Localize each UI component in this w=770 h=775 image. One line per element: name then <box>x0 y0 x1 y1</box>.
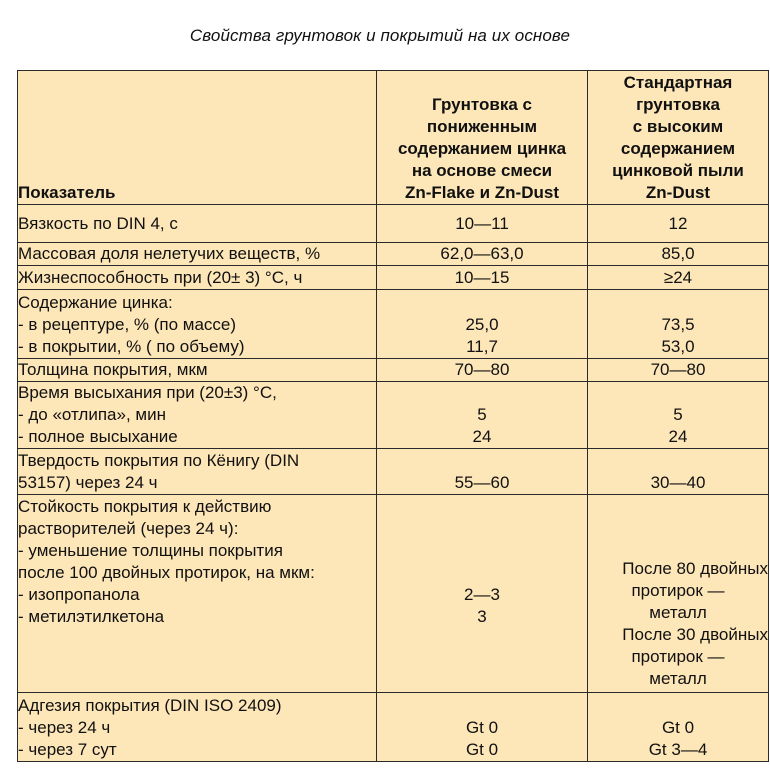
table-row <box>18 495 769 693</box>
label-line: Вязкость по DIN 4, с <box>18 213 178 233</box>
label-line: Стойкость покрытия к действию <box>18 497 272 516</box>
label-line: Содержание цинка: <box>18 293 173 312</box>
value-standard <box>588 359 769 382</box>
table-row <box>18 693 769 762</box>
header-line: с высоким <box>632 117 724 136</box>
value-line: 12 <box>668 213 688 233</box>
value-line: протирок — <box>631 647 725 666</box>
value-line: 24 <box>472 427 492 446</box>
value-low-zinc <box>377 495 588 693</box>
value-line: 73,5 <box>661 315 695 334</box>
header-standard-primer <box>588 71 769 205</box>
label-line: - через 24 ч <box>18 718 111 737</box>
value-line: После 80 двойных <box>622 559 768 578</box>
value-line: 85,0 <box>661 244 695 263</box>
label-line: растворителей (через 24 ч): <box>18 519 239 538</box>
label-line: 53157) через 24 ч <box>18 473 158 492</box>
label-line: Адгезия покрытия (DIN ISO 2409) <box>18 696 282 715</box>
header-low-zinc-primer <box>377 71 588 205</box>
value-standard <box>588 449 769 495</box>
value-standard <box>588 205 769 243</box>
header-line: Стандартная <box>623 73 733 92</box>
header-line: Zn-Dust <box>645 183 711 202</box>
value-low-zinc <box>377 693 588 762</box>
table-row <box>18 266 769 290</box>
table-row <box>18 290 769 359</box>
table-row <box>18 205 769 243</box>
header-line: содержанием <box>620 139 736 158</box>
header-line: Zn-Flake и Zn-Dust <box>404 183 559 202</box>
value-line: 70—80 <box>650 360 706 379</box>
value-line: 2—3 <box>464 585 500 604</box>
value-low-zinc <box>377 382 588 449</box>
value-line: 24 <box>668 427 688 446</box>
header-indicator: Показатель <box>18 71 377 205</box>
value-standard <box>588 382 769 449</box>
label-line: - в рецептуре, % (по массе) <box>18 315 237 334</box>
label-line: - до «отлипа», мин <box>18 405 166 424</box>
header-line: на основе смеси <box>411 161 553 180</box>
label-line: Массовая доля нелетучих веществ, % <box>18 244 321 263</box>
row-label <box>18 382 377 449</box>
table-row <box>18 382 769 449</box>
label-line: - изопропанола <box>18 585 140 604</box>
value-line: Gt 3—4 <box>648 740 708 759</box>
row-label <box>18 266 377 290</box>
row-label <box>18 359 377 382</box>
value-line: 5 <box>673 405 683 424</box>
value-standard <box>588 693 769 762</box>
value-low-zinc <box>377 205 588 243</box>
value-line: 62,0—63,0 <box>440 244 524 263</box>
value-line: 53,0 <box>661 337 695 356</box>
table-row <box>18 243 769 266</box>
row-label <box>18 449 377 495</box>
value-line: 70—80 <box>454 360 510 379</box>
label-line: Время высыхания при (20±3) °С, <box>18 383 277 402</box>
value-line: 11,7 <box>466 337 498 356</box>
row-label <box>18 693 377 762</box>
value-low-zinc <box>377 266 588 290</box>
value-standard <box>588 290 769 359</box>
value-line: протирок — <box>631 581 725 600</box>
header-line: содержанием цинка <box>397 139 567 158</box>
row-label <box>18 495 377 693</box>
value-line: После 30 двойных <box>622 625 768 644</box>
table-row <box>18 359 769 382</box>
label-line: Жизнеспособность при (20± 3) °С, ч <box>18 268 303 287</box>
value-line: Gt 0 <box>465 740 499 759</box>
label-line: - уменьшение толщины покрытия <box>18 541 283 560</box>
header-row <box>18 71 769 205</box>
value-line: 3 <box>477 607 487 626</box>
value-standard <box>588 266 769 290</box>
header-line: пониженным <box>426 117 538 136</box>
header-line: Грунтовка с <box>432 95 532 114</box>
value-standard <box>588 495 769 693</box>
value-low-zinc <box>377 290 588 359</box>
table-caption: Свойства грунтовок и покрытий на их основе <box>189 26 571 45</box>
row-label <box>18 243 377 266</box>
value-line: 55—60 <box>454 473 510 492</box>
label-line: после 100 двойных протирок, на мкм: <box>18 563 315 582</box>
row-label <box>18 290 377 359</box>
value-line: 5 <box>477 405 487 424</box>
value-line: металл <box>649 603 707 622</box>
label-line: Толщина покрытия, мкм <box>18 360 208 379</box>
header-line: грунтовка <box>636 95 720 114</box>
header-line: цинковой пыли <box>612 161 744 180</box>
value-low-zinc <box>377 243 588 266</box>
row-label <box>18 205 377 243</box>
value-line: металл <box>649 669 707 688</box>
label-line: - в покрытии, % ( по объему) <box>18 337 245 356</box>
value-low-zinc <box>377 359 588 382</box>
properties-table <box>17 70 769 762</box>
value-line: ≥24 <box>663 268 693 287</box>
value-standard <box>588 243 769 266</box>
value-line: Gt 0 <box>661 718 695 737</box>
table-row <box>18 449 769 495</box>
value-low-zinc <box>377 449 588 495</box>
value-line: 25,0 <box>465 315 499 334</box>
label-line: - через 7 сут <box>18 740 117 759</box>
label-line: - полное высыхание <box>18 427 178 446</box>
value-line: Gt 0 <box>465 718 499 737</box>
value-line: 30—40 <box>650 473 706 492</box>
value-line: 10—11 <box>455 213 509 233</box>
label-line: - метилэтилкетона <box>18 607 165 626</box>
value-line: 10—15 <box>454 268 510 287</box>
label-line: Твердость покрытия по Кёнигу (DIN <box>18 451 300 470</box>
